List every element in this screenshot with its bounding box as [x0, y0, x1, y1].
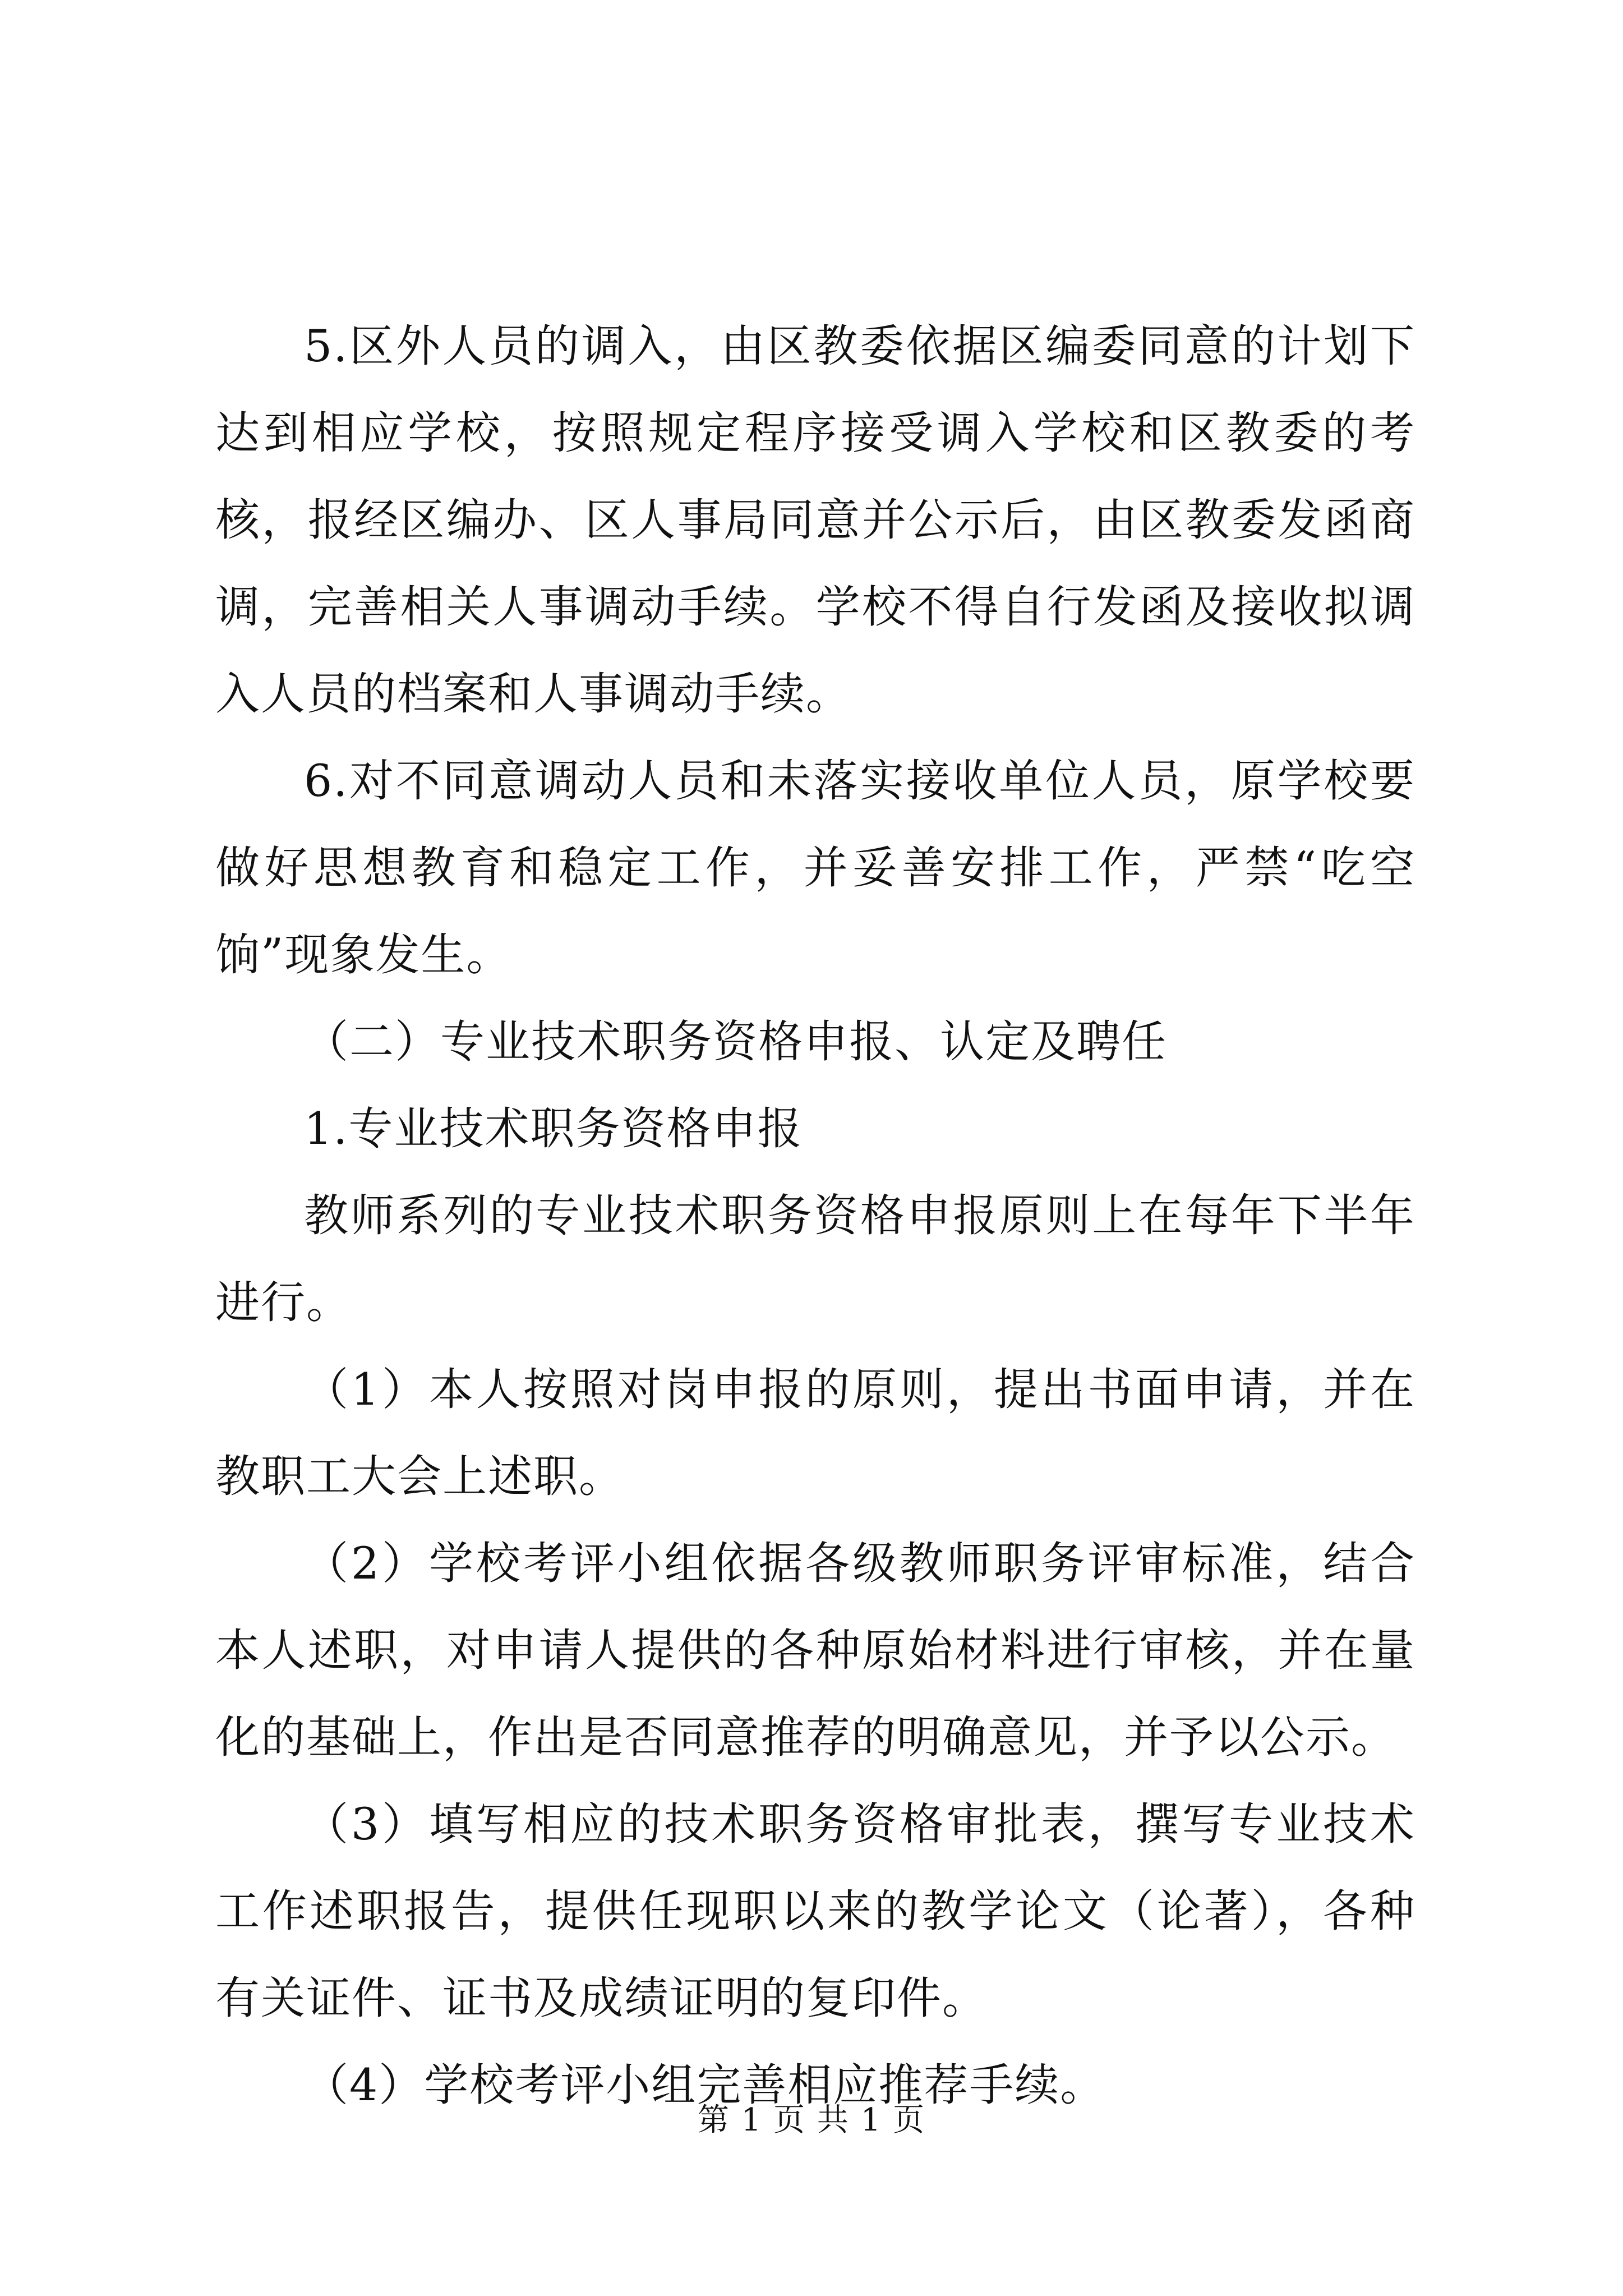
paragraph-application-timing: 教师系列的专业技术职务资格申报原则上在每年下半年进行。 [215, 1190, 1415, 1328]
paragraph-unassigned-staff: 6.对不同意调动人员和未落实接收单位人员，原学校要做好思想教育和稳定工作，并妥善安排工作，严禁“吃空饷”现象发生。 [215, 755, 1415, 981]
section-heading-qualification: （二）专业技术职务资格申报、认定及聘任 [304, 1016, 1167, 1068]
list-item-step-4: （4）学校考评小组完善相应推荐手续。 [304, 2059, 1106, 2111]
subsection-heading-application: 1.专业技术职务资格申报 [304, 1103, 803, 1154]
list-item-step-1: （1）本人按照对岗申报的原则，提出书面申请，并在教职工大会上述职。 [215, 1364, 1415, 1502]
document-body [215, 303, 1415, 2129]
list-item-step-2: （2）学校考评小组依据各级教师职务评审标准，结合本人述职，对申请人提供的各种原始材料进行审核，并在量化的基础上，作出是否同意推荐的明确意见，并予以公示。 [215, 1538, 1415, 1763]
list-item-step-3: （3）填写相应的技术职务资格审批表，撰写专业技术工作述职报告，提供任现职以来的教学论文（论著），各种有关证件、证书及成绩证明的复印件。 [215, 1798, 1415, 2024]
paragraph-transfer-outside-district: 5.区外人员的调入，由区教委依据区编委同意的计划下达到相应学校，按照规定程序接受调入学校和区教委的考核，报经区编办、区人事局同意并公示后，由区教委发函商调，完善相关人事调动手续。学校不得自行发函及接收拟调入人员的档案和人事调动手续。 [215, 320, 1415, 720]
page-footer [0, 2098, 1623, 2143]
page-number-label: 第 1 页 共 1 页 [697, 2102, 926, 2138]
